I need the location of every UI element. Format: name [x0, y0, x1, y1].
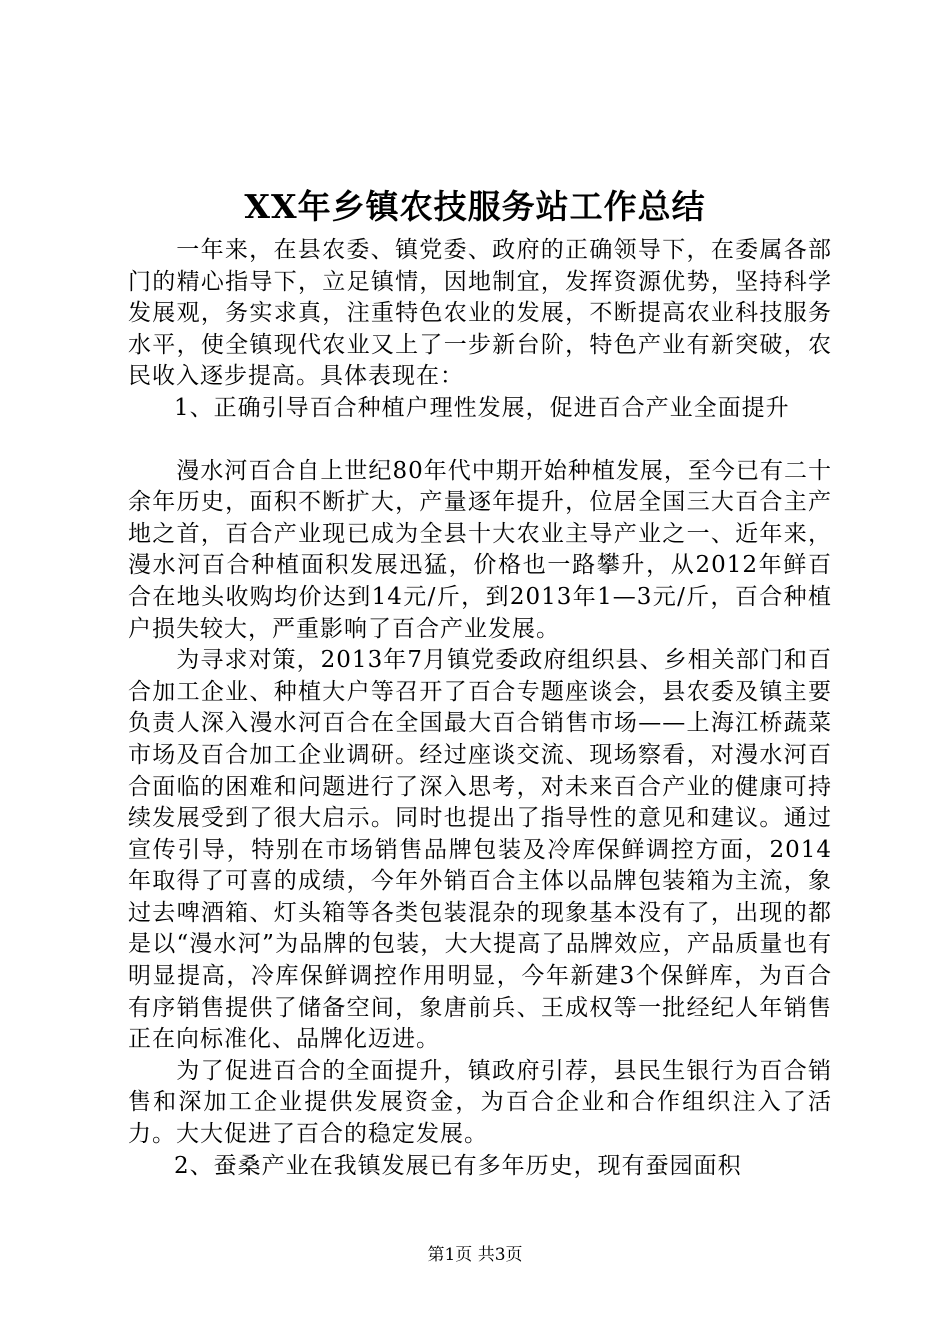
paragraph-spacer — [128, 425, 832, 456]
section-heading-lily: 1、正确引导百合种植户理性发展，促进百合产业全面提升 — [174, 394, 790, 421]
document-body — [128, 235, 832, 1182]
lily-history-paragraph: 漫水河百合自上世纪80年代中期开始种植发展，至今已有二十余年历史，面积不断扩大，产量逐年提升，位居全国三大百合主产地之首，百合产业现已成为全县十大农业主导产业之一、近年来，漫水河百合种植面积发展迅猛，价格也一路攀升，从2012年鲜百合在地头收购均价达到14元/斤，到2013年1—3元/斤，百合种植户损失较大，严重影响了百合产业发展。 — [128, 457, 832, 642]
page-footer: 第1页 共3页 — [427, 1245, 523, 1265]
document-title: XX年乡镇农技服务站工作总结 — [244, 187, 706, 226]
section-heading-sericulture: 2、蚕桑产业在我镇发展已有多年历史，现有蚕园面积 — [174, 1152, 742, 1179]
lily-countermeasures-paragraph: 为寻求对策，2013年7月镇党委政府组织县、乡相关部门和百合加工企业、种植大户等召开了百合专题座谈会，县农委及镇主要负责人深入漫水河百合在全国最大百合销售市场——上海江桥蔬菜市场及百合加工企业调研。经过座谈交流、现场察看，对漫水河百合面临的困难和问题进行了深入思考，对未来百合产业的健康可持续发展受到了很大启示。同时也提出了指导性的意见和建议。通过宣传引导，特别在市场销售品牌包装及冷库保鲜调控方面，2014年取得了可喜的成绩，今年外销百合主体以品牌包装箱为主流，象过去啤酒箱、灯头箱等各类包装混杂的现象基本没有了，出现的都是以“漫水河”为品牌的包装，大大提高了品牌效应，产品质量也有明显提高，冷库保鲜调控作用明显，今年新建3个保鲜库，为百合有序销售提供了储备空间，象唐前兵、王成权等一批经纪人年销售正在向标准化、品牌化迈进。 — [128, 647, 832, 1053]
lily-funding-paragraph: 为了促进百合的全面提升，镇政府引荐，县民生银行为百合销售和深加工企业提供发展资金，为百合企业和合作组织注入了活力。大大促进了百合的稳定发展。 — [128, 1057, 832, 1148]
intro-paragraph: 一年来，在县农委、镇党委、政府的正确领导下，在委属各部门的精心指导下，立足镇情，因地制宜，发挥资源优势，坚持科学发展观，务实求真，注重特色农业的发展，不断提高农业科技服务水平，使全镇现代农业又上了一步新台阶，特色产业有新突破，农民收入逐步提高。具体表现在： — [128, 237, 832, 390]
